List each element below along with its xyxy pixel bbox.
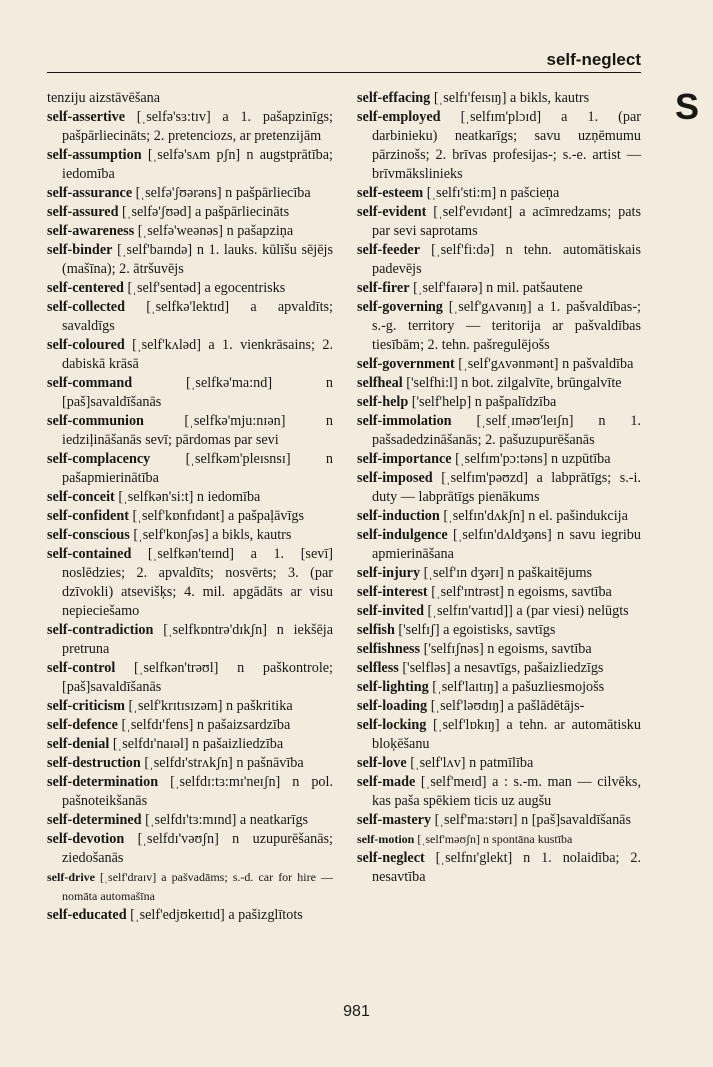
entry-definition: [ˌself'baɪndə] n 1. lauks. kūlīšu sējējs (mašīna); 2. ātršuvējs <box>62 242 333 277</box>
right-column <box>357 89 641 887</box>
entry-definition: [ˌself'kɒnfɪdənt] a pašpaļāvīgs <box>128 508 305 524</box>
dictionary-entry <box>47 716 333 735</box>
header-rule <box>47 72 641 73</box>
entry-definition: [ˌself'evɪdənt] a acīmredzams; pats par sevi saprotams <box>372 204 641 239</box>
dictionary-entry <box>357 811 641 830</box>
headword: self-feeder <box>357 242 421 258</box>
dictionary-entry <box>357 583 641 602</box>
headword: self-defence <box>47 717 118 733</box>
headword: self-made <box>357 774 416 790</box>
headword: self-locking <box>357 717 427 733</box>
headword: self-communion <box>47 413 144 429</box>
dictionary-entry <box>47 697 333 716</box>
entry-definition: [ˌself'krɪtɪsɪzəm] n paškritika <box>125 698 293 714</box>
entry-definition: [ˌself'meɪd] a : s.-m. man — cilvēks, kas paša spēkiem ticis uz augšu <box>372 774 641 809</box>
headword: self-love <box>357 755 407 771</box>
dictionary-entry <box>357 108 641 184</box>
headword: selfless <box>357 660 399 676</box>
dictionary-entry <box>47 336 333 374</box>
entry-definition: [ˌself'gʌvənmənt] n pašvaldība <box>454 356 634 372</box>
entry-definition: [ˌselfɪn'vaɪtɪd]] a (par viesi) nelūgts <box>424 603 629 619</box>
entry-definition: ['selfɪʃnəs] n egoisms, savtība <box>420 641 592 657</box>
entry-definition: [ˌself'ma:stərɪ] n [paš]savaldīšanās <box>431 812 631 828</box>
headword: self-assertive <box>47 109 125 125</box>
entry-definition: [ˌselfə'sʌm pʃn] n augstprātība; iedomība <box>62 147 333 182</box>
headword: self-induction <box>357 508 440 524</box>
headword: self-criticism <box>47 698 125 714</box>
headword: self-drive <box>47 870 95 884</box>
entry-definition: [ˌselfnɪ'glekt] n 1. nolaidība; 2. nesavtība <box>372 850 641 885</box>
headword: self-awareness <box>47 223 135 239</box>
headword: self-determination <box>47 774 159 790</box>
dictionary-entry <box>47 184 333 203</box>
entry-definition: tenziju aizstāvēšana <box>47 90 161 106</box>
dictionary-entry <box>47 298 333 336</box>
headword: self-control <box>47 660 116 676</box>
dictionary-entry <box>47 450 333 488</box>
dictionary-entry <box>47 754 333 773</box>
dictionary-entry <box>357 773 641 811</box>
dictionary-entry <box>47 412 333 450</box>
headword: self-coloured <box>47 337 125 353</box>
entry-definition: [ˌselfɪm'plɔɪd] a 1. (par darbinieku) neatkarīgs; savu uzņēmumu pārzinošs; 2. brīvas profesijas-; s.-e. artist — brīvmākslinieks <box>372 109 641 182</box>
entry-definition: [ˌselfə'sɜ:tɪv] a 1. pašapzinīgs; pašpārliecināts; 2. pretenciozs, ar pretenzijām <box>62 109 333 144</box>
entry-definition: [ˌselfɪn'dʌkʃn] n el. pašindukcija <box>439 508 628 524</box>
headword: self-contained <box>47 546 132 562</box>
headword: self-motion <box>357 832 415 846</box>
dictionary-entry <box>357 526 641 564</box>
dictionary-entry <box>357 412 641 450</box>
headword: self-immolation <box>357 413 452 429</box>
dictionary-entry <box>47 279 333 298</box>
dictionary-entry <box>357 507 641 526</box>
headword: self-injury <box>357 565 421 581</box>
dictionary-entry <box>357 355 641 374</box>
headword: self-mastery <box>357 812 432 828</box>
entry-definition: [ˌself'ɪntrəst] n egoisms, savtība <box>427 584 612 600</box>
entry-definition: [ˌselfdɪ'naɪəl] n pašaizliedzība <box>109 736 284 752</box>
entry-definition: [ˌself'kɒnʃəs] a bikls, kautrs <box>129 527 292 543</box>
entry-definition: [ˌselfɪ'feɪsɪŋ] a bikls, kautrs <box>430 90 590 106</box>
dictionary-entry <box>357 393 641 412</box>
entry-definition: [ˌself'faɪərə] n mil. patšautene <box>409 280 583 296</box>
entry-definition: [ˌselfkəm'pleɪsnsɪ] n pašapmierinātība <box>62 451 333 486</box>
headword: self-binder <box>47 242 113 258</box>
headword: self-evident <box>357 204 427 220</box>
headword: self-confident <box>47 508 129 524</box>
dictionary-entry <box>357 697 641 716</box>
headword: self-lighting <box>357 679 429 695</box>
dictionary-entry <box>47 203 333 222</box>
entry-definition: [ˌselfdɪ'vəʊʃn] n uzupurēšanās; ziedošanās <box>62 831 333 866</box>
dictionary-entry <box>47 545 333 621</box>
headword: self-conscious <box>47 527 130 543</box>
headword: self-destruction <box>47 755 141 771</box>
dictionary-entry <box>47 222 333 241</box>
dictionary-entry <box>357 469 641 507</box>
left-column <box>47 89 333 925</box>
headword: self-educated <box>47 907 127 923</box>
headword: self-employed <box>357 109 441 125</box>
entry-definition: [ˌself'gʌvənɪŋ] a 1. pašvaldības-; s.-g. territory — teritorija ar pašvaldības tiesībām; 2. tehn. pašregulējošs <box>372 299 641 353</box>
entry-definition: [ˌselfɪm'pəʊzd] a labprātīgs; s.-i. duty — labprātīgs pienākums <box>372 470 641 505</box>
dictionary-entry <box>47 735 333 754</box>
headword: self-collected <box>47 299 125 315</box>
headword: selfish <box>357 622 395 638</box>
entry-definition: ['selfɪʃ] a egoistisks, savtīgs <box>394 622 556 638</box>
entry-definition: [ˌself'laɪtɪŋ] a pašuzliesmojošs <box>428 679 605 695</box>
headword: self-esteem <box>357 185 424 201</box>
entry-definition: [ˌselfkən'teɪnd] a 1. [sevī] noslēdzies; 2. apvaldīts; nosvērts; 3. (par dzīvokli) atsevišķs; 4. mil. apgādāts ar visu nepieciešamo <box>62 546 333 619</box>
entry-definition: [ˌselfkə'mju:nɪən] n iedziļināšanās sevī; pārdomas par sevi <box>62 413 333 448</box>
dictionary-entry <box>47 621 333 659</box>
entry-definition: [ˌselfdɪ'strʌkʃn] n pašnāvība <box>140 755 304 771</box>
dictionary-entry <box>357 754 641 773</box>
entry-definition: [ˌselfkə'ma:nd] n [paš]savaldīšanās <box>62 375 333 410</box>
dictionary-entry <box>357 89 641 108</box>
thumb-index-letter: S <box>674 86 699 127</box>
entry-definition: [ˌselfɪm'pɔ:təns] n uzpūtība <box>451 451 611 467</box>
dictionary-entry <box>357 279 641 298</box>
entry-definition: ['self'help] n pašpalīdzība <box>408 394 557 410</box>
entry-definition: [ˌselfkɒntrə'dɪkʃn] n iekšēja pretruna <box>62 622 333 657</box>
dictionary-entry <box>47 108 333 146</box>
entry-definition: [ˌselfdɪ'tɜ:mɪnd] a neatkarīgs <box>141 812 309 828</box>
dictionary-entry <box>357 830 641 849</box>
dictionary-entry <box>47 868 333 906</box>
headword: self-interest <box>357 584 428 600</box>
headword: self-firer <box>357 280 410 296</box>
dictionary-entry <box>357 298 641 355</box>
headword: self-importance <box>357 451 452 467</box>
headword: self-complacency <box>47 451 151 467</box>
headword: self-government <box>357 356 455 372</box>
dictionary-entry <box>47 507 333 526</box>
dictionary-entry <box>47 146 333 184</box>
dictionary-entry <box>47 488 333 507</box>
dictionary-entry <box>357 716 641 754</box>
headword: self-conceit <box>47 489 115 505</box>
dictionary-entry <box>357 450 641 469</box>
headword: self-assurance <box>47 185 133 201</box>
dictionary-entry <box>357 678 641 697</box>
dictionary-entry <box>357 241 641 279</box>
dictionary-entry <box>47 526 333 545</box>
headword: self-invited <box>357 603 424 619</box>
headword: self-devotion <box>47 831 125 847</box>
entry-definition: [ˌself'edjʊkeɪtɪd] a pašizglītots <box>126 907 303 923</box>
headword: self-determined <box>47 812 142 828</box>
dictionary-entry <box>357 849 641 887</box>
entry-definition: [ˌself'lʌv] n patmīlība <box>406 755 534 771</box>
entry-definition: [ˌselfkən'trəʊl] n paškontrole; [paš]savaldīšanās <box>62 660 333 695</box>
entry-definition: [ˌself'fi:də] n tehn. automātiskais padevējs <box>372 242 641 277</box>
entry-definition: [ˌselfɪn'dʌldʒəns] n savu iegribu apmierināšana <box>372 527 641 562</box>
entry-definition: [ˌselfə'ʃʊərəns] n pašpārliecība <box>132 185 311 201</box>
entry-definition: [ˌselfˌɪməʊ'leɪʃn] n 1. pašsadedzināšanās; 2. pašuzupurēšanās <box>372 413 641 448</box>
dictionary-entry <box>357 374 641 393</box>
entry-definition: ['selfhi:l] n bot. zilgalvīte, brūngalvīte <box>402 375 622 391</box>
entry-definition: [ˌself'ləʊdɪŋ] a pašlādētājs- <box>427 698 585 714</box>
entry-definition: [ˌself'məʊʃn] n spontāna kustība <box>414 832 573 846</box>
dictionary-entry <box>357 602 641 621</box>
entry-definition: [ˌselfkə'lektɪd] a apvaldīts; savaldīgs <box>62 299 333 334</box>
guide-word: self-neglect <box>546 50 641 69</box>
entry-definition: [ˌself'lɒkɪŋ] a tehn. ar automātisku bloķēšanu <box>372 717 641 752</box>
headword: self-centered <box>47 280 124 296</box>
dictionary-entry <box>357 659 641 678</box>
headword: self-contradiction <box>47 622 154 638</box>
headword: self-command <box>47 375 133 391</box>
dictionary-entry <box>357 621 641 640</box>
entry-definition: [ˌselfkən'si:t] n iedomība <box>114 489 261 505</box>
headword: self-governing <box>357 299 443 315</box>
dictionary-entry <box>357 564 641 583</box>
dictionary-entry <box>47 659 333 697</box>
page-number: 981 <box>343 1003 370 1020</box>
dictionary-entry <box>47 89 333 108</box>
entry-definition: [ˌself'sentəd] a egocentrisks <box>123 280 286 296</box>
entry-definition: [ˌselfə'ʃʊəd] a pašpārliecināts <box>118 204 290 220</box>
headword: selfheal <box>357 375 403 391</box>
entry-definition: [ˌselfdɪ:tɜ:mɪ'neɪʃn] n pol. pašnoteikšanās <box>62 774 333 809</box>
entry-definition: ['selfləs] a nesavtīgs, pašaizliedzīgs <box>398 660 604 676</box>
headword: self-neglect <box>357 850 425 866</box>
dictionary-entry <box>47 241 333 279</box>
entry-definition: [ˌself'kʌləd] a 1. vienkrāsains; 2. dabiskā krāsā <box>62 337 333 372</box>
headword: self-assumption <box>47 147 142 163</box>
entry-definition: [ˌselfɪ'sti:m] n pašcieņa <box>423 185 560 201</box>
entry-definition: [ˌselfə'weənəs] n pašapziņa <box>134 223 294 239</box>
headword: selfishness <box>357 641 421 657</box>
dictionary-entry <box>357 640 641 659</box>
dictionary-entry <box>47 830 333 868</box>
headword: self-assured <box>47 204 119 220</box>
dictionary-entry <box>47 906 333 925</box>
dictionary-entry <box>357 203 641 241</box>
entry-definition: [ˌself'ɪn dʒərɪ] n paškaitējums <box>420 565 593 581</box>
headword: self-denial <box>47 736 110 752</box>
dictionary-entry <box>357 184 641 203</box>
headword: self-effacing <box>357 90 431 106</box>
dictionary-entry <box>47 811 333 830</box>
headword: self-loading <box>357 698 428 714</box>
dictionary-entry <box>47 374 333 412</box>
headword: self-indulgence <box>357 527 448 543</box>
headword: self-imposed <box>357 470 433 486</box>
headword: self-help <box>357 394 409 410</box>
entry-definition: [ˌselfdɪ'fens] n pašaizsardzība <box>117 717 291 733</box>
entry-definition: [ˌself'draɪv] a pašvadāms; s.-d. car for hire — nomāta automašīna <box>62 870 333 903</box>
dictionary-entry <box>47 773 333 811</box>
